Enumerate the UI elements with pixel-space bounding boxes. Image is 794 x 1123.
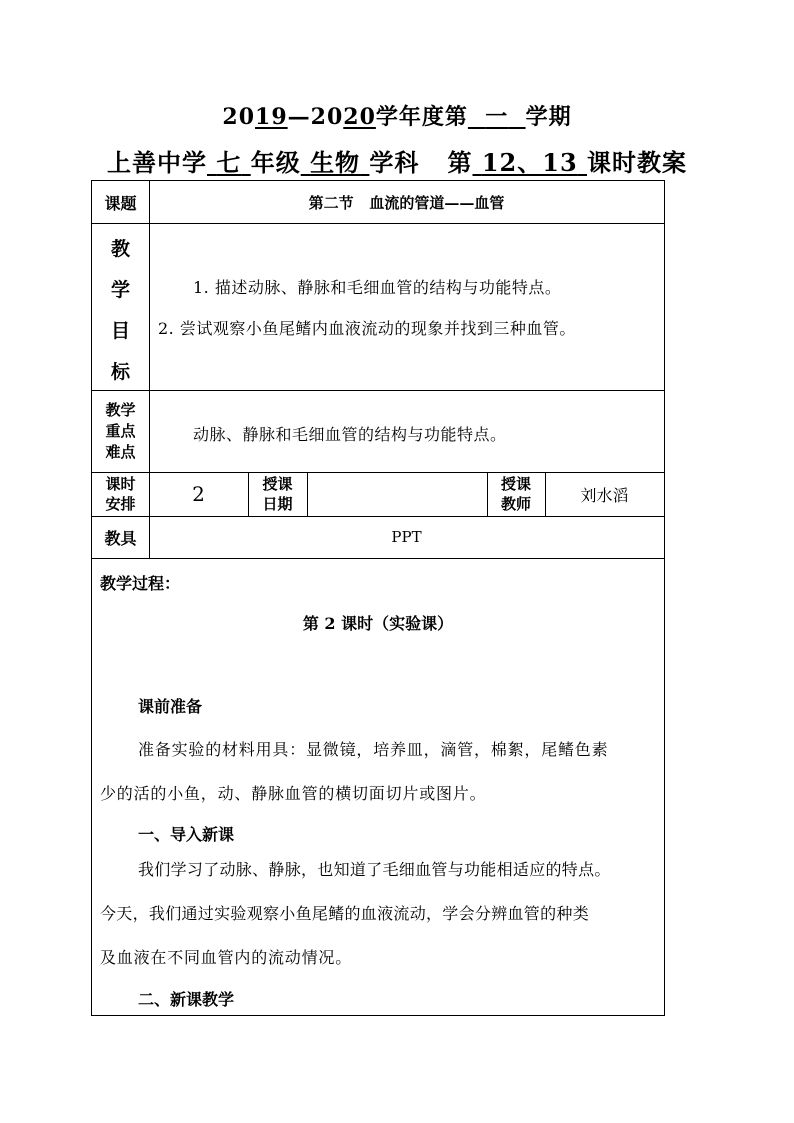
objectives-label-char: 目 — [110, 320, 130, 342]
key-points-label: 教学 重点 难点 — [105, 400, 136, 461]
objectives-label — [92, 223, 149, 390]
document-title-term — [0, 100, 794, 131]
objectives-label-char: 教 — [110, 238, 130, 260]
topic-label: 课题 — [104, 193, 137, 213]
grade-label: 年级 — [250, 148, 301, 177]
row-divider — [92, 558, 664, 559]
row-divider — [92, 223, 664, 224]
lesson-suffix: 课时教案 — [587, 148, 688, 177]
term-end-text: 学期 — [525, 104, 572, 130]
class-hours-value: 2 — [192, 482, 205, 506]
term-mid-text: 学年度第 — [375, 104, 468, 130]
grade-fill: 七 — [216, 148, 242, 177]
class-hours-label: 课时 安排 — [105, 475, 136, 513]
teaching-tools-label: 教具 — [104, 528, 137, 548]
school-name: 上善中学 — [106, 148, 207, 177]
year-dash: —20 — [287, 104, 344, 130]
teaching-tools-value: PPT — [391, 528, 422, 546]
year-end-fill: 20 — [343, 104, 376, 130]
prep-text-line: 少的活的小鱼，动、静脉血管的横切面切片或图片。 — [100, 784, 487, 803]
lesson-number-fill: 12、13 — [481, 148, 578, 177]
lesson-prefix: 第 — [447, 148, 473, 177]
subject-label: 学科 — [369, 148, 420, 177]
section-intro-line: 及血液在不同血管内的流动情况。 — [100, 948, 353, 967]
year-start-fill: 19 — [255, 104, 288, 130]
section-intro-heading: 一、导入新课 — [138, 825, 235, 844]
lesson-plan-table — [91, 180, 665, 1016]
teacher-value: 刘水滔 — [580, 485, 629, 505]
prep-heading: 课前准备 — [138, 697, 203, 716]
term-fill: 一 — [485, 104, 509, 130]
objectives-label-char: 学 — [110, 279, 130, 301]
section-intro-line: 今天，我们通过实验观察小鱼尾鳍的血液流动，学会分辨血管的种类 — [100, 904, 590, 923]
document-title-lesson — [0, 143, 794, 178]
section-intro-line: 我们学习了动脉、静脉，也知道了毛细血管与功能相适应的特点。 — [138, 860, 611, 879]
section-new-lesson-heading: 二、新课教学 — [138, 990, 235, 1009]
objectives-label-char: 标 — [110, 361, 130, 383]
subject-fill: 生物 — [310, 148, 361, 177]
teaching-date-label: 授课 日期 — [262, 475, 293, 513]
row-divider — [92, 390, 664, 391]
prep-text-line: 准备实验的材料用具：显微镜，培养皿，滴管，棉絮，尾鳍色素 — [138, 740, 609, 759]
objective-item: 2. 尝试观察小鱼尾鳍内血液流动的现象并找到三种血管。 — [158, 319, 576, 338]
process-heading: 教学过程： — [100, 574, 181, 593]
year-prefix: 20 — [222, 104, 256, 130]
objective-item: 1. 描述动脉、静脉和毛细血管的结构与功能特点。 — [193, 278, 562, 297]
session-title: 第 2 课时（实验课） — [302, 614, 454, 633]
teacher-label: 授课 教师 — [500, 475, 531, 513]
topic-value: 第二节 血流的管道——血管 — [308, 193, 505, 212]
key-points-value: 动脉、静脉和毛细血管的结构与功能特点。 — [193, 425, 507, 444]
teaching-date-value — [307, 472, 487, 516]
